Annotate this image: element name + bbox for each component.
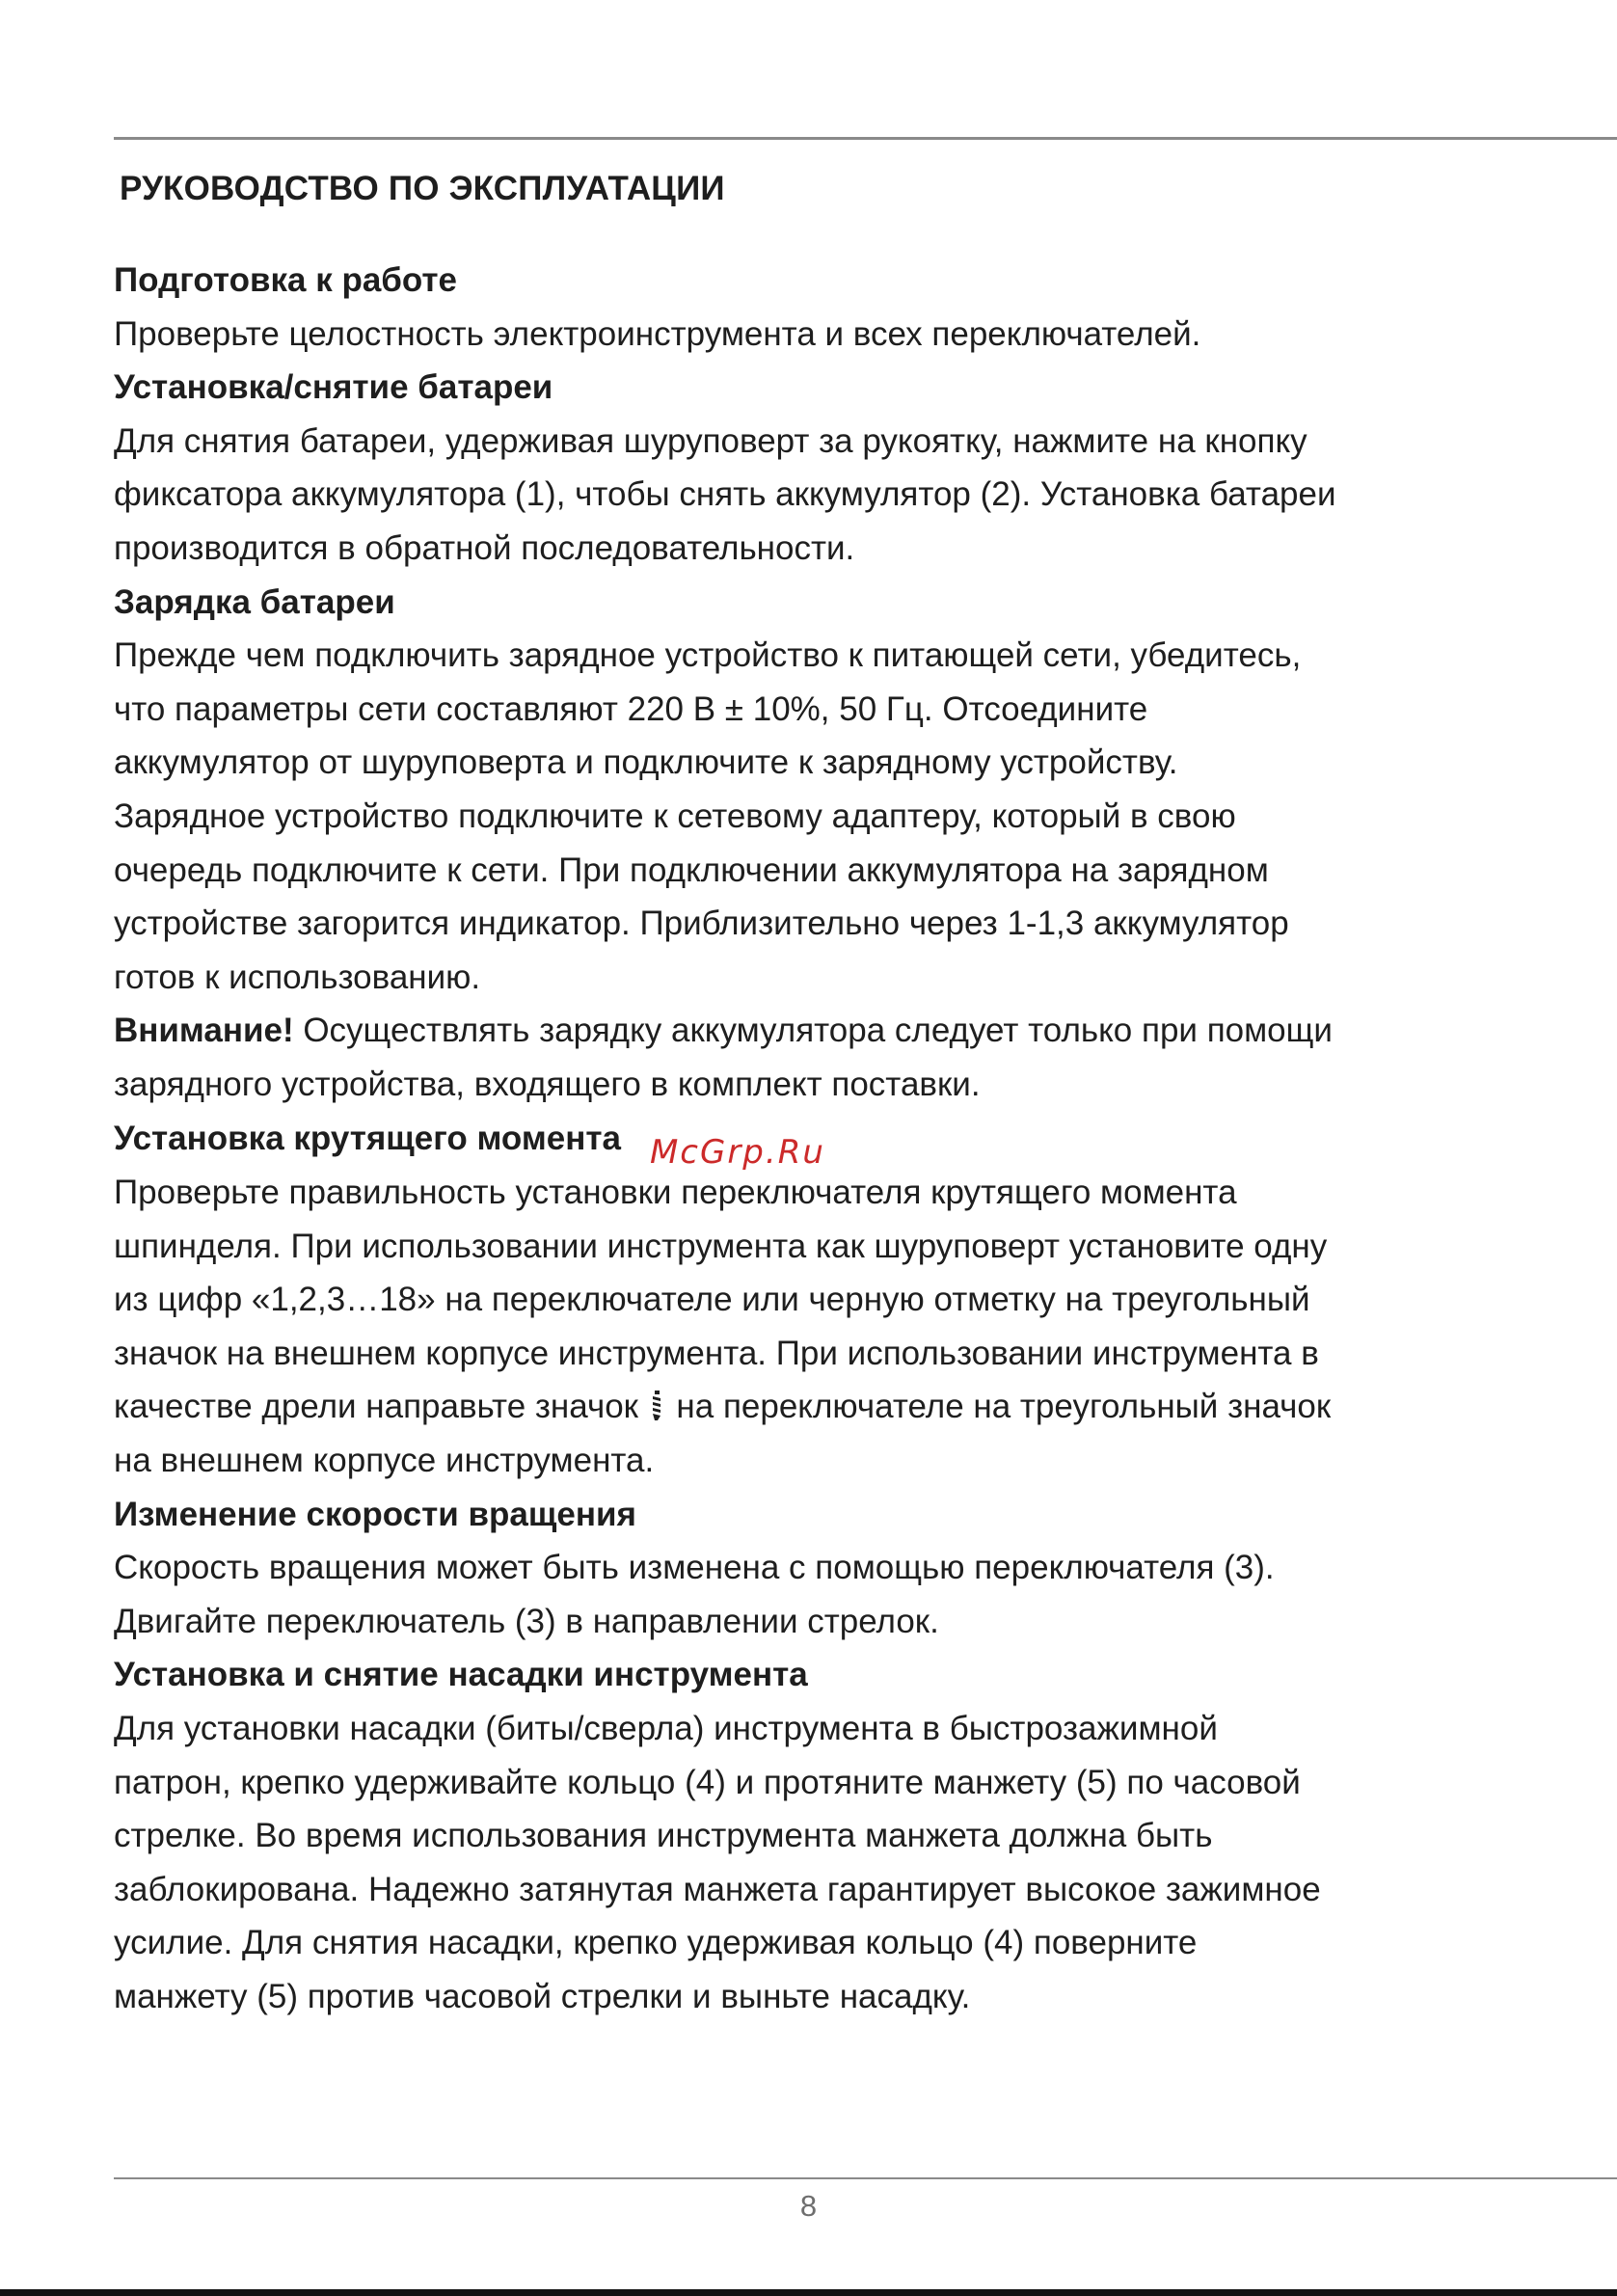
text-line: патрон, крепко удерживайте кольцо (4) и протяните манжету (5) по часовой — [114, 1763, 1301, 1801]
section-heading: Изменение скорости вращения — [114, 1495, 636, 1533]
drill-bit-icon — [650, 1391, 663, 1421]
text-line: что параметры сети составляют 220 В ± 10%, 50 Гц. Отсоедините — [114, 689, 1148, 728]
bottom-rule — [114, 2177, 1617, 2179]
text-line: аккумулятор от шуруповерта и подключите к зарядному устройству. — [114, 743, 1178, 782]
text-line: стрелке. Во время использования инструмента манжета должна быть — [114, 1817, 1213, 1855]
section-heading: Подготовка к работе — [114, 261, 458, 299]
text-line: заблокирована. Надежно затянутая манжета гарантирует высокое зажимное — [114, 1870, 1321, 1908]
section-prep — [114, 254, 1579, 361]
text-line: Скорость вращения может быть изменена с помощью переключателя (3). — [114, 1549, 1275, 1587]
text-line — [114, 1380, 1579, 1434]
text-line: зарядного устройства, входящего в комплект поставки. — [114, 1065, 981, 1103]
text-line: из цифр «1,2,3…18» на переключателе или черную отметку на треугольный — [114, 1281, 1310, 1319]
text-line: фиксатора аккумулятора (1), чтобы снять аккумулятор (2). Установка батареи — [114, 475, 1336, 514]
section-heading: Зарядка батареи — [114, 582, 395, 621]
warning-text: Осуществлять зарядку аккумулятора следует только при помощи — [293, 1012, 1333, 1050]
text-line: устройстве загорится индикатор. Приблизительно через 1-1,3 аккумулятор — [114, 905, 1289, 943]
text-line: очередь подключите к сети. При подключении аккумулятора на зарядном — [114, 851, 1269, 889]
text-line: манжету (5) против часовой стрелки и выньте насадку. — [114, 1978, 971, 2015]
paragraph — [114, 1702, 1579, 2024]
text-line: Двигайте переключатель (3) в направлении стрелок. — [114, 1602, 939, 1640]
paragraph — [114, 629, 1579, 1004]
page-edge — [0, 2289, 1617, 2296]
text-line: производится в обратной последовательности. — [114, 528, 855, 567]
text-line: на внешнем корпусе инструмента. — [114, 1442, 655, 1480]
section-charging — [114, 576, 1579, 1112]
paragraph — [114, 1541, 1579, 1648]
text-line: Проверьте целостность электроинструмента и всех переключателей. — [114, 314, 1201, 353]
paragraph — [114, 1166, 1579, 1488]
text-line: Для снятия батареи, удерживая шуруповерт за рукоятку, нажмите на кнопку — [114, 421, 1307, 460]
top-rule — [114, 137, 1617, 140]
section-heading — [114, 1112, 1579, 1172]
section-torque — [114, 1112, 1579, 1488]
text-fragment: качестве дрели направьте значок — [114, 1388, 648, 1426]
section-heading: Установка/снятие батареи — [114, 368, 553, 407]
text-line: шпинделя. При использовании инструмента как шуруповерт установите одну — [114, 1227, 1328, 1265]
section-bit — [114, 1648, 1579, 2023]
section-speed — [114, 1488, 1579, 1649]
page-title: РУКОВОДСТВО ПО ЭКСПЛУАТАЦИИ — [120, 170, 725, 207]
watermark: McGrp.Ru — [649, 1132, 825, 1172]
text-line: значок на внешнем корпусе инструмента. При использовании инструмента в — [114, 1334, 1319, 1372]
text-line: Зарядное устройство подключите к сетевому адаптеру, который в свою — [114, 797, 1236, 835]
text-line: Для установки насадки (биты/сверла) инструмента в быстрозажимной — [114, 1710, 1218, 1748]
manual-body — [114, 254, 1579, 2024]
text-line: усилие. Для снятия насадки, крепко удерживая кольцо (4) поверните — [114, 1924, 1198, 1962]
text-line: Проверьте правильность установки переключателя крутящего момента — [114, 1174, 1237, 1212]
warning-paragraph — [114, 1004, 1579, 1111]
section-heading: Установка и снятие насадки инструмента — [114, 1656, 808, 1694]
paragraph — [114, 308, 1579, 362]
text-fragment: на переключателе на треугольный значок — [666, 1388, 1332, 1426]
section-battery-install — [114, 361, 1579, 575]
warning-label: Внимание! — [114, 1012, 294, 1050]
text-line: Прежде чем подключить зарядное устройство к питающей сети, убедитесь, — [114, 636, 1302, 675]
text-line: готов к использованию. — [114, 958, 481, 996]
paragraph — [114, 415, 1579, 576]
section-heading-text: Установка крутящего момента — [114, 1119, 621, 1157]
text-line — [114, 1004, 1579, 1058]
page-number: 8 — [799, 2189, 818, 2223]
